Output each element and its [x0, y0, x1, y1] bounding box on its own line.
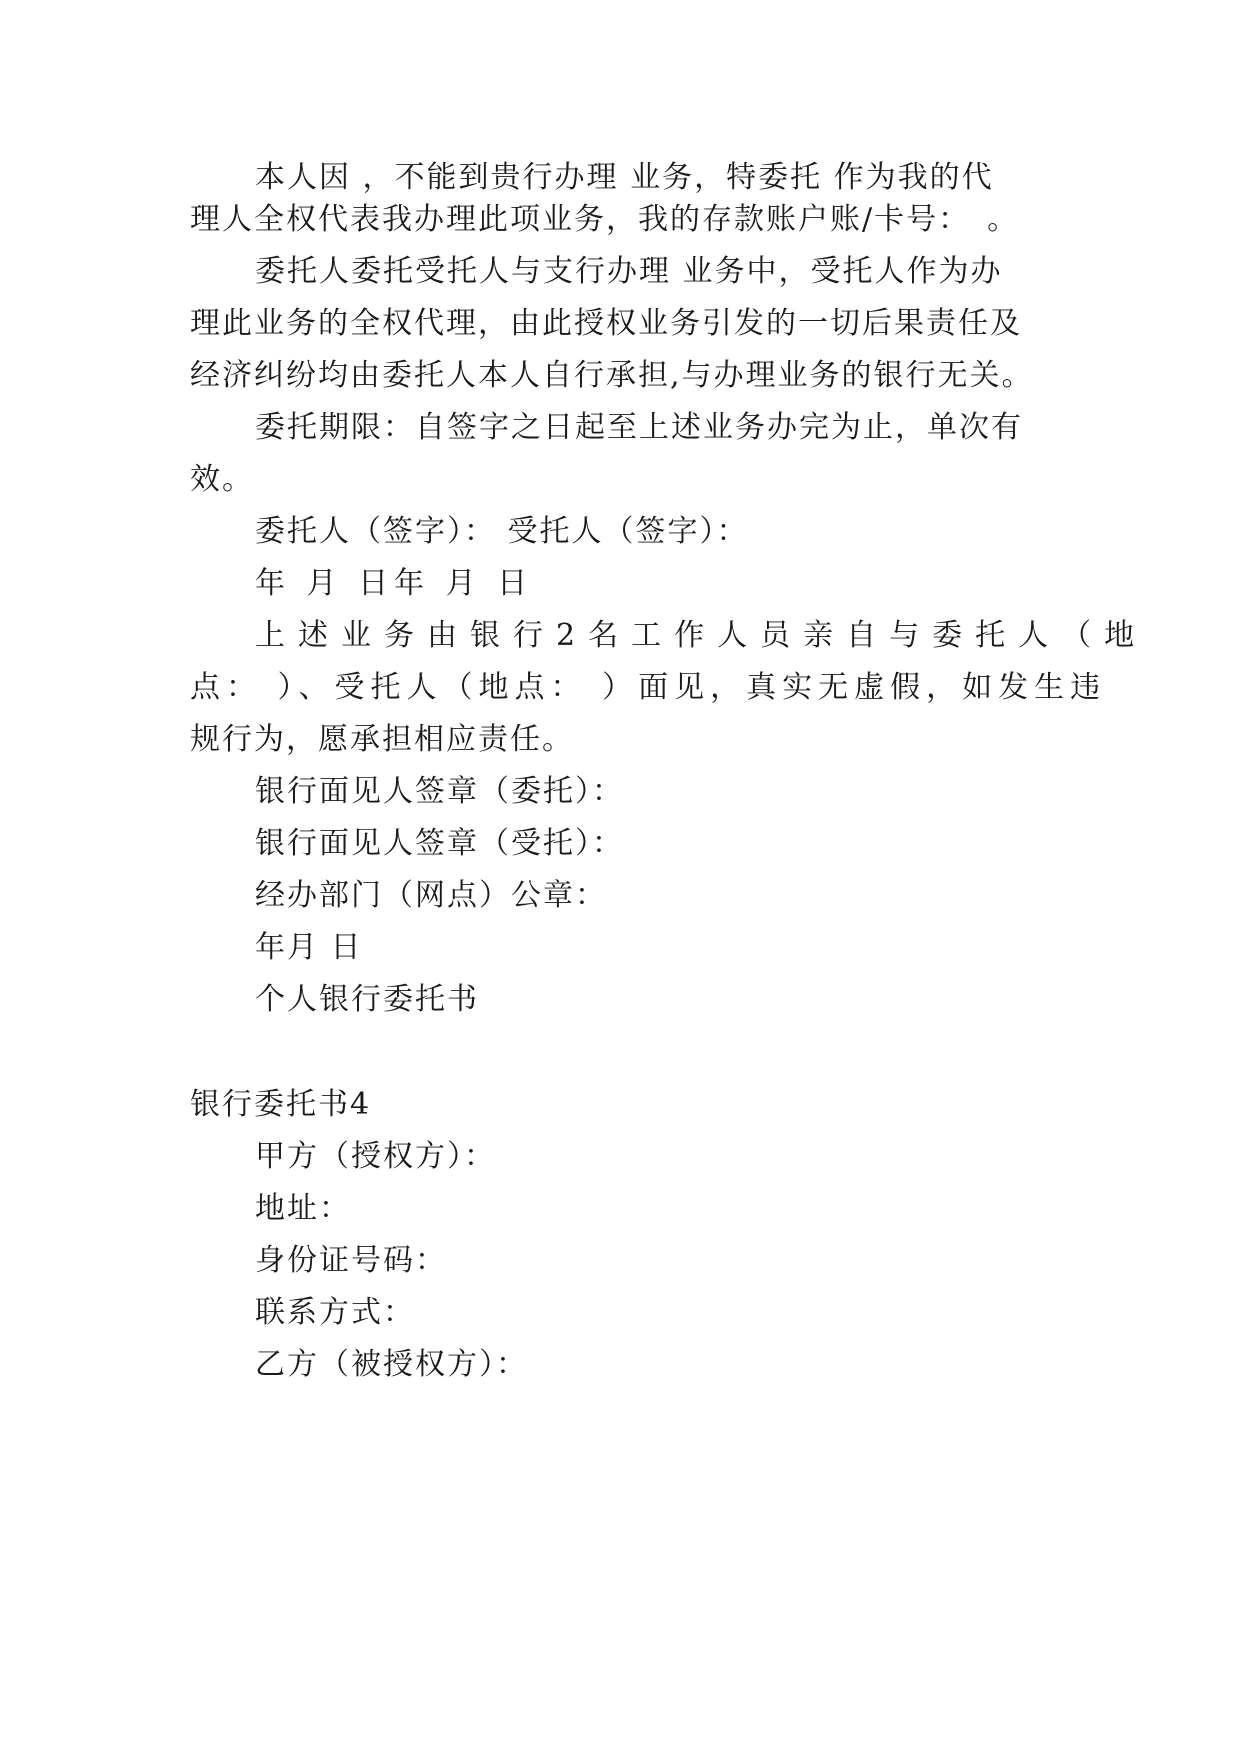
date-line: 年月 日	[255, 930, 363, 965]
paragraph-line: 委托期限：自签字之日起至上述业务办完为止，单次有	[255, 410, 1023, 445]
form-field-label: 甲方（授权方）：	[255, 1139, 496, 1174]
paragraph-line: 点： ）、受托人（地点： ）面见，真实无虚假，如发生违	[190, 670, 1107, 705]
form-field-label: 联系方式：	[255, 1295, 415, 1330]
date-line: 年 月 日年 月 日	[255, 566, 534, 601]
paragraph-line: 规行为，愿承担相应责任。	[190, 722, 574, 757]
paragraph-line: 本人因 ，不能到贵行办理 业务，特委托 作为我的代	[255, 160, 994, 195]
stamp-line: 经办部门（网点）公章：	[255, 878, 607, 913]
paragraph-line: 委托人委托受托人与支行办理 业务中，受托人作为办	[255, 254, 1003, 289]
paragraph-line: 理此业务的全权代理，由此授权业务引发的一切后果责任及	[190, 306, 1022, 341]
paragraph-line: 上述业务由银行2名工作人员亲自与委托人（地	[255, 618, 1148, 653]
section-heading: 银行委托书4	[190, 1087, 372, 1122]
form-field-label: 乙方（被授权方）：	[255, 1347, 528, 1382]
form-field-label: 地址：	[255, 1191, 351, 1226]
paragraph-line: 效。	[190, 462, 254, 497]
form-field-label: 身份证号码：	[255, 1243, 447, 1278]
document-title: 个人银行委托书	[255, 982, 479, 1017]
stamp-line: 银行面见人签章（委托）：	[255, 774, 624, 809]
paragraph-line: 经济纠纷均由委托人本人自行承担,与办理业务的银行无关。	[190, 358, 1034, 393]
paragraph-line: 理人全权代表我办理此项业务，我的存款账户账/卡号： 。	[190, 202, 1020, 237]
stamp-line: 银行面见人签章（受托）：	[255, 826, 624, 861]
signature-line: 委托人（签字）： 受托人（签字）：	[255, 514, 749, 549]
